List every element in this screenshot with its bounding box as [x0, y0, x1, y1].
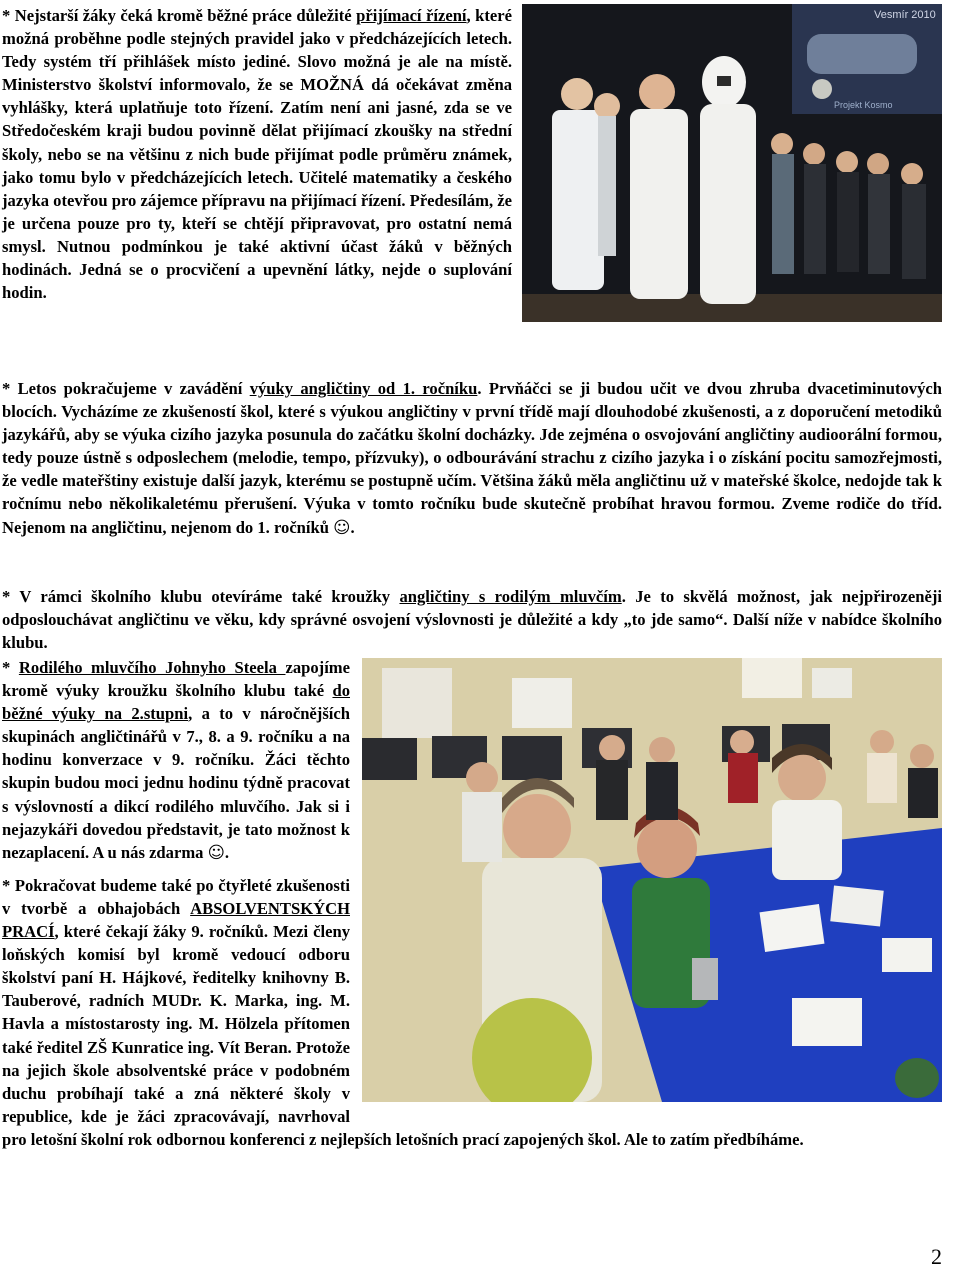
english-text-end: . — [350, 517, 355, 537]
graduation-works-link[interactable]: ABSOLVENTSKÝCH PRACÍ — [2, 898, 350, 942]
english-first-grade-link[interactable]: výuky angličtiny od 1. ročníku — [249, 379, 478, 398]
graduation-text-start: * Pokračovat budeme také po čtyřleté zkušenosti v tvorbě a obhajobách — [2, 875, 350, 918]
banner-text: Vesmír 2010 — [874, 9, 936, 21]
native-text-mid: zapojíme kromě výuky kroužku školního klubu také — [2, 658, 350, 701]
regular-lessons-link[interactable]: do běžné výuky na 2.stupni — [2, 681, 350, 724]
admission-text-start: * Nejstarší žáky čeká kromě běžné práce důležité — [2, 6, 357, 25]
club-paragraph — [2, 585, 942, 654]
admission-text-rest: , které možná proběhne podle stejných pravidel jako v předcházejících letech. Tedy systém tří přihlášek místo jediné. Slovo možná je ale na místě. Ministerstvo školství informovalo, že se MOŽNÁ dá očekávat změna vyhlášky, která uplatňuje toto řízení. Zatím není ani jasné, zda se ve Středočeském kraji budou povinně dělat přijímací zkoušky na střední školy, nebo se na většinu z nich bude přijímat podle průměru známek, jako tomu bylo v předcházejících letech. Učitelé matematiky a českého jazyka otevřou pro zájemce přípravu na přijímací řízení. Předesílám, že je určena pouze pro ty, kteří se chtějí připravovat, pro ostatní nemá smysl. Nutnou podmínkou je také aktivní účast žáků v běžných hodinách. Jedná se o procvičení a upevnění látky, nejde o suplování hodin. — [2, 6, 512, 303]
native-text-end: . — [224, 842, 230, 862]
native-text-start: * — [2, 658, 19, 677]
admission-link[interactable]: přijímací řízení — [356, 6, 467, 25]
stage-photo — [522, 4, 942, 322]
english-text-start: * Letos pokračujeme v zavádění — [2, 379, 250, 398]
native-text-rest: , a to v náročnějších skupinách angličtinářů v 7., 8. a 9. ročníku a na hodinu konverzace v 9. ročníku. Žáci těchto skupin budou moci jednu hodinu týdně pracovat s výslovností a dikcí rodilého mluvčího. Jak si i nejazykáři dovedou představit, je tato možnost k nezaplacení. A u nás zdarma — [2, 704, 350, 862]
club-section — [2, 585, 942, 654]
club-text-start: * V rámci školního klubu otevíráme také kroužky — [2, 587, 400, 606]
smiley-icon: ☺ — [333, 517, 351, 537]
native-speaker-link[interactable]: angličtiny s rodilým mluvčím — [399, 587, 622, 606]
english-first-grade-section — [2, 377, 942, 539]
classroom-photo — [362, 658, 942, 1102]
sign-text: Projekt Kosmo — [834, 100, 893, 110]
admission-section — [2, 4, 942, 328]
page-number: 2 — [931, 1244, 942, 1269]
english-text-rest: . Prvňáčci se ji budou učit ve dvou zhruba dvacetiminutových blocích. Vycházíme ze zkušeností škol, které s výukou angličtiny v první třídě mají dlouhodobé zkušenosti, a z doporučení metodiků jazykářů, aby se výuka cizího jazyka posunula do začátku školní docházky. Jde zejména o osvojování angličtiny audioorální formou, tedy pouze ústně s odposlechem (melodie, tempo, přízvuky), o odbourávání strachu z cizího jazyka i o získání pocitu samozřejmosti, že vedle mateřštiny existuje další jazyk, kterému se postupně učím. Většina žáků měla angličtinu už v mateřské školce, nedojde tak k ročnímu nebo několikaletému přerušení. Výuka v tomto ročníku bude skutečně probíhat hravou formou. Zveme rodiče do tříd. Nejenom na angličtinu, nejenom do 1. ročníků — [2, 379, 942, 537]
club-text-rest: . Je to skvělá možnost, jak nejpřirozeněji odposlouchávat angličtinu ve věku, kdy správné osvojení výslovnosti je důležité a kdy „to jde samo“. Další níže v nabídce školního klubu. — [2, 587, 942, 653]
johny-steel-link[interactable]: Rodilého mluvčího Johnyho Steela — [18, 658, 286, 677]
native-speaker-section — [2, 656, 942, 1151]
smiley-icon: ☺ — [207, 842, 225, 862]
graduation-text-rest: , které čekají žáky 9. ročníků. Mezi členy loňských komisí byl kromě vedoucí odboru školství paní H. Hájkové, ředitelky knihovny B. Tauberové, radních MUDr. K. Marka, ing. M. Havla a místostarosty ing. M. Hölzela přítomen také ředitel ZŠ Kunratice ing. Vít Beran. Protože na jejich škole absolventské práce v podobném duchu probíhají také a zná některé školy v republice, kde je žáci zpracovávají, navrhoval pro letošní školní rok odbornou konferenci z nejlepších letošních prací zapojených škol. Ale to zatím předbíháme. — [2, 922, 804, 1149]
english-paragraph — [2, 377, 942, 539]
